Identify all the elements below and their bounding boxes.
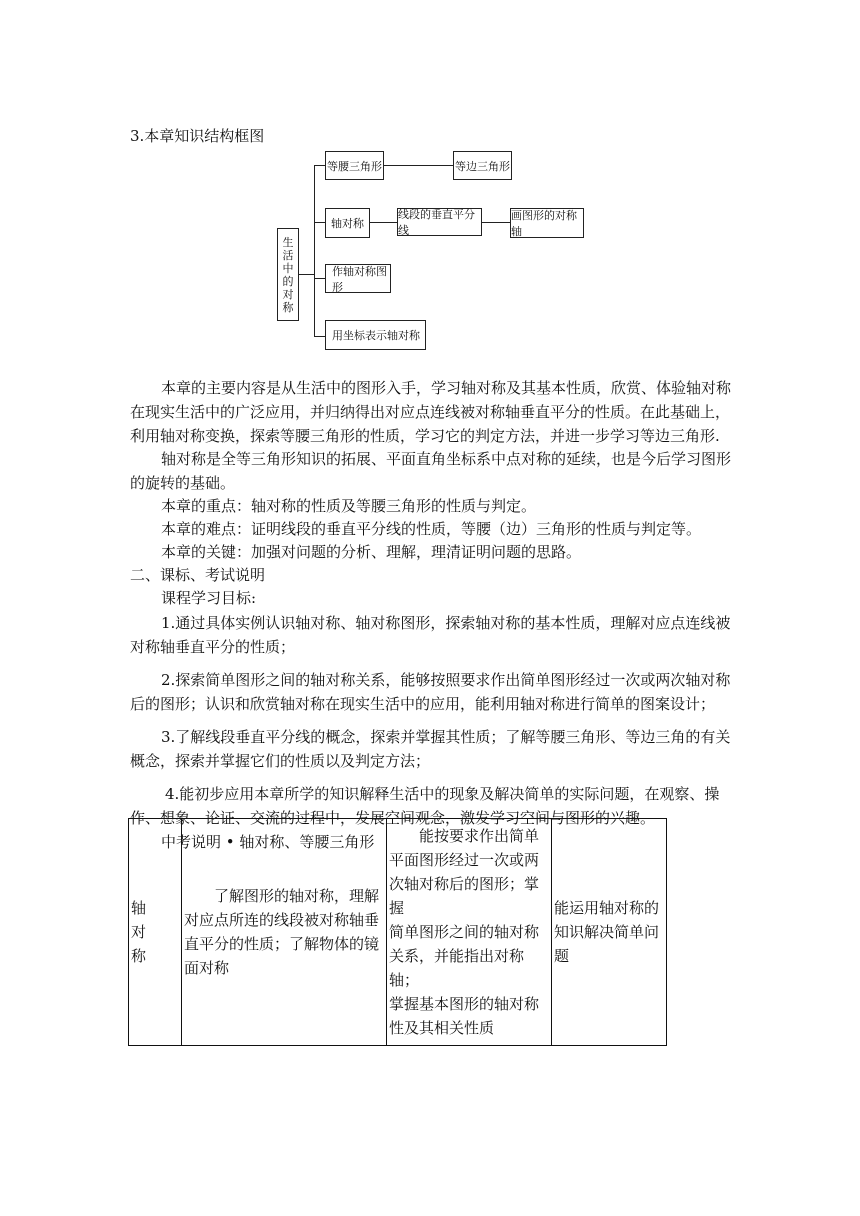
connector-coords bbox=[314, 336, 325, 337]
paragraph-line: 本章的主要内容是从生活中的图形入手，学习轴对称及其基本性质，欣赏、体验轴对称 bbox=[161, 379, 732, 397]
root-char: 生 bbox=[282, 235, 294, 249]
exam-title: 中考说明 • 轴对称、等腰三角形 bbox=[161, 833, 375, 851]
cell-line: 面对称 bbox=[184, 959, 230, 977]
connector-root bbox=[299, 274, 314, 275]
cell-line: 题 bbox=[554, 947, 570, 965]
connector-axis-perp bbox=[370, 222, 397, 223]
cell-line: 关系，并能指出对称轴； bbox=[389, 947, 525, 989]
diagram-isosceles-box: 等腰三角形 bbox=[325, 151, 384, 180]
connector-axis bbox=[314, 222, 325, 223]
paragraph-line: 在现实生活中的广泛应用，并归纳得出对应点连线被对称轴垂直平分的性质。在此基础上， bbox=[130, 403, 731, 421]
root-char: 称 bbox=[282, 300, 294, 314]
diagram-perp-bisector-box: 线段的垂直平分线 bbox=[397, 208, 482, 236]
root-char: 活 bbox=[282, 248, 294, 262]
goal-line: 概念，探索并掌握它们的性质以及判定方法； bbox=[130, 752, 431, 770]
goal-line: 2.探索简单图形之间的轴对称关系，能够按照要求作出简单图形经过一次或两次轴对称 bbox=[161, 671, 731, 689]
cell-line: 能按要求作出简单 bbox=[389, 827, 540, 845]
goal-line: 3.了解线段垂直平分线的概念，探索并掌握其性质；了解等腰三角形、等边三角的有关 bbox=[161, 728, 731, 746]
cell-line: 简单图形之间的轴对称 bbox=[389, 923, 540, 941]
cell-line: 对 bbox=[131, 923, 147, 941]
cell-line: 掌握基本图形的轴对称 bbox=[389, 995, 540, 1013]
cell-line: 了解图形的轴对称，理解 bbox=[184, 887, 380, 905]
table-row bbox=[129, 819, 667, 1046]
goal-line: 作、想象、论证、交流的过程中，发展空间观念，激发学习空间与图形的兴趣。 bbox=[130, 809, 656, 827]
root-char: 的 bbox=[282, 274, 294, 288]
connector-iso-equi bbox=[384, 165, 453, 166]
cell-line: 平面图形经过一次或两 bbox=[389, 851, 540, 869]
section2-heading: 二、课标、考试说明 bbox=[130, 566, 266, 584]
diagram-axis-box: 轴对称 bbox=[325, 208, 370, 238]
table-cell-apply bbox=[552, 819, 667, 1046]
diagram-coords-box: 用坐标表示轴对称 bbox=[325, 320, 426, 350]
exam-spec-table bbox=[128, 818, 667, 1046]
cell-line: 称 bbox=[131, 947, 147, 965]
table-cell-master bbox=[387, 819, 552, 1046]
root-char: 中 bbox=[282, 261, 294, 275]
cell-line: 轴 bbox=[131, 899, 147, 917]
cell-line: 次轴对称后的图形；掌握 bbox=[389, 875, 540, 917]
cell-line: 能运用轴对称的 bbox=[554, 899, 660, 917]
goals-title: 课程学习目标: bbox=[161, 589, 257, 607]
difficulty-line: 本章的难点：证明线段的垂直平分线的性质，等腰（边）三角形的性质与判定等。 bbox=[161, 520, 702, 538]
goal-line: 对称轴垂直平分的性质； bbox=[130, 638, 296, 656]
connector-perp-draw bbox=[482, 222, 510, 223]
key-line: 本章的关键：加强对问题的分析、理解，理清证明问题的思路。 bbox=[161, 543, 582, 561]
table-cell-understand bbox=[182, 819, 387, 1046]
paragraph-line: 利用轴对称变换，探索等腰三角形的性质，学习它的判定方法，并进一步学习等边三角形. bbox=[130, 427, 720, 445]
connector-trunk bbox=[314, 165, 315, 336]
paragraph-line: 的旋转的基础。 bbox=[130, 474, 236, 492]
goal-line: 1.通过具体实例认识轴对称、轴对称图形，探索轴对称的基本性质，理解对应点连线被 bbox=[161, 614, 731, 632]
cell-line: 对应点所连的线段被对称轴垂 bbox=[184, 911, 380, 929]
goal-line: 4.能初步应用本章所学的知识解释生活中的现象及解决简单的实际问题，在观察、操 bbox=[165, 785, 720, 803]
goal-line: 后的图形；认识和欣赏轴对称在现实生活中的应用，能利用轴对称进行简单的图案设计； bbox=[130, 695, 716, 713]
focus-line: 本章的重点：轴对称的性质及等腰三角形的性质与判定。 bbox=[161, 497, 537, 515]
diagram-draw-axis-box: 画图形的对称轴 bbox=[510, 208, 584, 238]
cell-line: 知识解决简单问 bbox=[554, 923, 660, 941]
cell-line: 直平分的性质；了解物体的镜 bbox=[184, 935, 380, 953]
diagram-equilateral-box: 等边三角形 bbox=[453, 151, 512, 180]
table-cell-topic bbox=[129, 819, 182, 1046]
diagram-root-box bbox=[277, 228, 299, 321]
section-heading: 3.本章知识结构框图 bbox=[130, 127, 265, 145]
paragraph-line: 轴对称是全等三角形知识的拓展、平面直角坐标系中点对称的延续，也是今后学习图形 bbox=[161, 450, 732, 468]
cell-line: 性及其相关性质 bbox=[389, 1019, 495, 1037]
connector-isosceles bbox=[314, 165, 325, 166]
connector-make bbox=[314, 278, 325, 279]
root-char: 对 bbox=[282, 287, 294, 301]
diagram-make-figure-box: 作轴对称图形 bbox=[325, 264, 391, 293]
